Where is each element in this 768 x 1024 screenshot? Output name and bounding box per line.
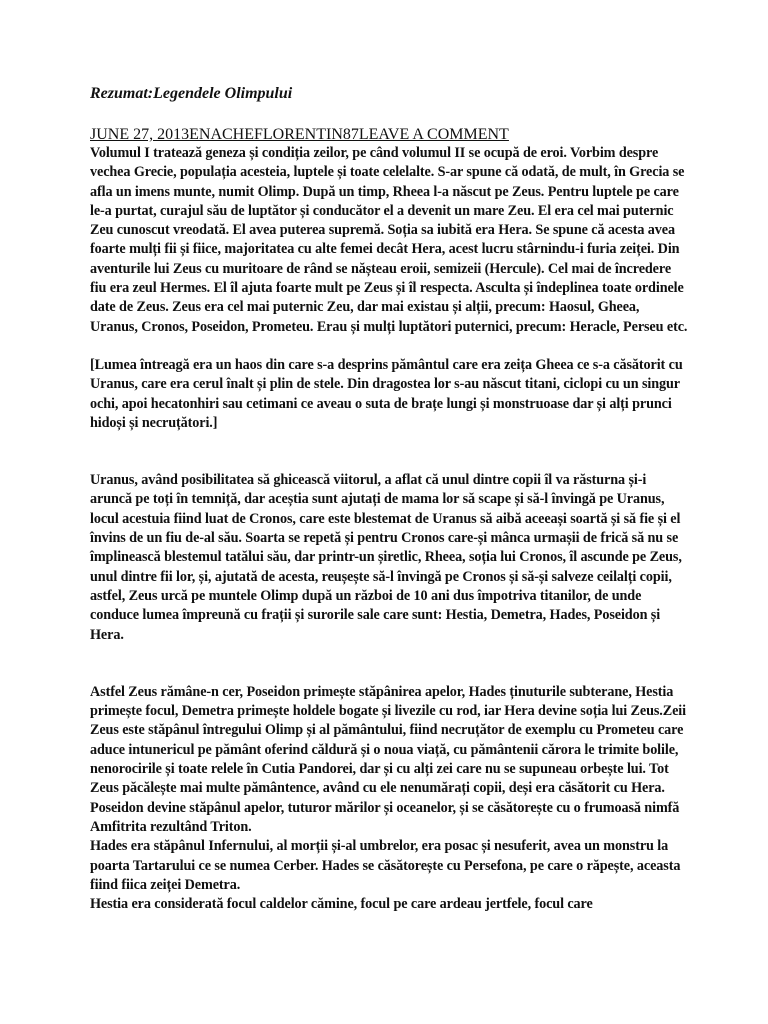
paragraph-poseidon: Poseidon devine stăpânul apelor, tuturor mărilor și oceanelor, și se căsătorește cu o frumoasă nimfă Amfitrita rezultând Triton. [90,799,680,835]
paragraph-intro: Volumul I tratează geneza și condiția zeilor, pe când volumul II se ocupă de eroi. Vorbim despre vechea Grecie, populația acesteia, luptele și toate celelalte. S-ar spune că odată, de mult, în Grecia se afla un imens munte, numit Olimp. După un timp, Rheea l-a născut pe Zeus. Pentru luptele pe care le-a purtat, curajul său de luptător și conducător el a devenit un mare Zeu. El era cel mai puternic Zeu cunoscut vreodată. El avea puterea supremă. Soția sa iubită era Hera. Se spune că acesta avea foarte mulți fii și fiice, majoritatea cu alte femei decât Hera, acest lucru stârnindu-i furia zeiței. Din aventurile lui Zeus cu muritoare de rând se nășteau eroii, semizeii (Hercule). Cel mai de încredere fiu era zeul Hermes. El îl ajuta foarte mult pe Zeus și îl respecta. Asculta și îndeplinea toate ordinele date de Zeus. Zeus era cel mai puternic Zeu, dar mai existau și alții, precum: Haosul, Gheea, Uranus, Cronos, Poseidon, Prometeu. Erau și mulți luptători puternici, precum: Heracle, Perseu etc. [90,145,688,335]
paragraph-hades: Hades era stăpânul Infernului, al morții și-al umbrelor, era posac și nesuferit, avea un monstru la poarta Tartarului ce se numea Cerber. Hades se căsătorește cu Persefona, pe care o răpește, aceasta fiind fiica zeiței Demetra. [90,838,681,893]
document-title: Rezumat:Legendele Olimpului [90,85,293,102]
document-page [90,84,690,914]
paragraph-division: Astfel Zeus rămâne-n cer, Poseidon primește stăpânirea apelor, Hades ținuturile subterane, Hestia primește focul, Demetra primește holdele bogate și livezile cu rod, iar Hera devine soția lui Zeus.Zeii [90,683,686,720]
leave-comment-link[interactable]: LEAVE A COMMENT [358,126,509,143]
paragraph-spacer [90,645,690,683]
paragraph-spacer [90,433,690,471]
post-meta-line [90,126,690,144]
post-author-link[interactable]: ENACHEFLORENTIN87 [189,126,359,143]
paragraph-hestia: Hestia era considerată focul caldelor cămine, focul pe care ardeau jertfele, focul care [90,896,593,913]
paragraph-chaos: [Lumea întreagă era un haos din care s-a desprins pământul care era zeița Gheea ce s-a căsătorit cu Uranus, care era cerul înalt și plin de stele. Din dragostea lor s-au născut titani, ciclopi cu un singur ochi, apoi hecatonhiri sau cetimani ce aveau o suta de brațe lungi și monstruoase dar și alți prunci hidoși și necruțători.] [90,356,683,431]
paragraph-spacer [90,337,690,356]
paragraph-zeus: Zeus este stăpânul întregului Olimp și al pământului, fiind necruțător de exemplu cu Prometeu care aduce intunericul pe pământ oferind căldură și o noua viață, cu pământenii cărora le trimite bolile, nenorocirile și toate relele în Cutia Pandorei, dar și cu alți zei care nu se supuneau orbește lui. Tot Zeus păcălește mai multe pământence, având cu ele nenumărați copii, deși era căsătorit cu Hera. [90,722,684,797]
post-date-link[interactable]: JUNE 27, 2013 [90,126,190,143]
paragraph-uranus: Uranus, având posibilitatea să ghicească viitorul, a aflat că unul dintre copii îl va răsturna și-i aruncă pe toți în temniță, dar aceștia sunt ajutați de mama lor să scape și să-l învingă pe Uranus, locul acestuia fiind luat de Cronos, care este blestemat de Uranus să aibă aceeași soartă și să fie și el învins de un fiu de-al său. Soarta se repetă și pentru Cronos care-și mânca urmașii de frică să nu se împlinească blestemul tatălui său, dar printr-un șiretlic, Rheea, soția lui Cronos, îl ascunde pe Zeus, unul dintre fii lor, și, ajutată de acesta, reușește să-l învingă pe Cronos și să-și salveze ceilalți copii, astfel, Zeus urcă pe muntele Olimp după un război de 10 ani dus împotriva titanilor, de unde conduce lumea împreună cu frații și surorile sale care sunt: Hestia, Demetra, Hades, Poseidon și Hera. [90,472,682,643]
